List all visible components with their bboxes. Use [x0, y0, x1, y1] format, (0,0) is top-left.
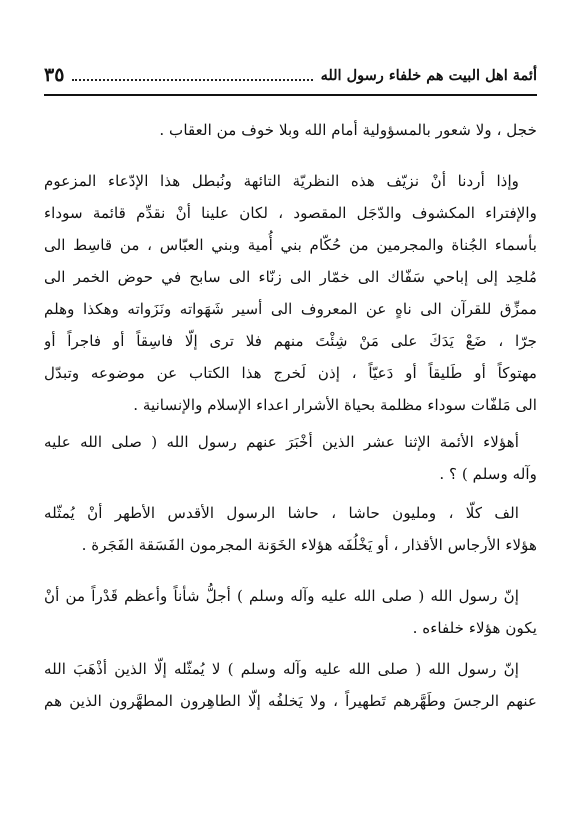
header-rule [44, 94, 537, 96]
paragraph-1 [44, 114, 537, 146]
paragraph-5 [44, 580, 537, 644]
paragraph-line: والإفتراء المكشوف والدّجَل المقصود ، لكان علينا أنْ نقدِّم قائمة سوداء [44, 204, 537, 222]
paragraph-line: مُلحِد إلى إباحي سَفّاك الى خمّار الى زنّاء الى سابح في حوض الخمر الى [44, 268, 537, 286]
paragraph-line: عنهم الرجسَ وطَهَّرهم تَطهيراً ، ولا يَخلفُه إلّا الطاهِرون المطهَّرون الذين هم [44, 692, 537, 710]
paragraph-2 [44, 165, 537, 421]
paragraph-line: خجل ، ولا شعور بالمسؤولية أمام الله وبلا خوف من العقاب . [159, 121, 537, 139]
paragraph-line: مهتوكاً أو طَليقاً أو دَعيّاً ، إذن لَخرج هذا الكتاب عن موضوعه وتبدّل [44, 364, 537, 382]
running-header [44, 60, 537, 90]
paragraph-line: إنّ رسول الله ( صلى الله عليه وآله وسلم ) أجلُّ شأناً وأعظم قَدْراً من أنْ [44, 587, 519, 605]
paragraph-line: أهؤلاء الأئمة الإثنا عشر الذين أخْبَرَ عنهم رسول الله ( صلى الله عليه [44, 433, 519, 451]
page-number: ٣٥ [44, 64, 65, 86]
header-dot-leader [72, 78, 312, 81]
paragraph-line: وإذا أردنا أنْ نزيّف هذه النظريّة التائهة ونُبطل هذا الإدّعاء المزعوم [44, 172, 519, 190]
paragraph-line: إنّ رسول الله ( صلى الله عليه وآله وسلم ) لا يُمثّله إلّا الذين أذْهَبَ الله [44, 660, 519, 678]
paragraph-4 [44, 497, 537, 561]
paragraph-line: بأسماء الجُناة والمجرمين من حُكّام بني أُمية وبني العبّاس ، من قاسِط الى [44, 236, 537, 254]
paragraph-line: هؤلاء الأرجاس الأقذار ، أو يَخْلُفَه هؤلاء الخَوَنة المجرمون الفَسَقة الفَجَرة . [81, 536, 537, 554]
paragraph-line: ممزِّق للقرآن الى ناهٍ عن المعروف الى أسير شَهَواته ونَزَواته وهكذا وهلم [44, 300, 537, 318]
paragraph-line: وآله وسلم ) ؟ . [439, 465, 537, 483]
paragraph-line: الى مَلفّات سوداء مظلمة بحياة الأشرار اعداء الإسلام والإنسانية . [133, 396, 537, 414]
paragraph-line: الف كلّا ، ومليون حاشا ، حاشا الرسول الأقدس الأطهر أنْ يُمثّله [44, 504, 519, 522]
running-title: أئمة اهل البيت هم خلفاء رسول الله [320, 66, 537, 84]
paragraph-line: جرّا ، ضَعْ يَدَكَ على مَنْ شِئْتَ منهم فلا ترى إلّا فاسِقاً أو فاجراً أو [44, 332, 537, 350]
paragraph-3 [44, 426, 537, 490]
paragraph-6 [44, 653, 537, 717]
paragraph-line: يكون هؤلاء خلفاءه . [412, 619, 537, 637]
